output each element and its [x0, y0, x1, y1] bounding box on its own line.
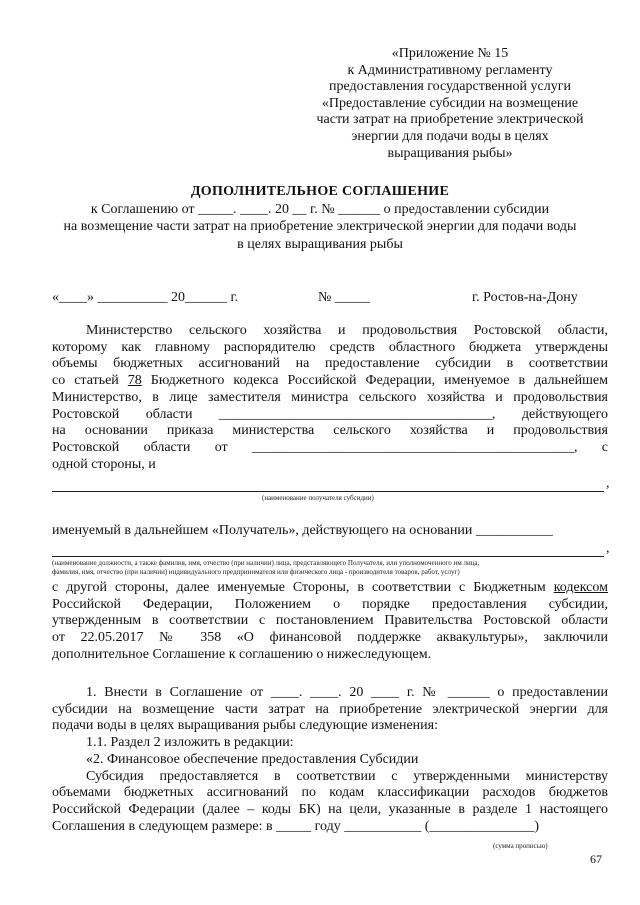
recipient-clause: именуемый в дальнейшем «Получатель», действующего на основании ___________ — [52, 523, 553, 538]
appendix-header — [300, 46, 600, 162]
budget-code-article-link[interactable]: 78 — [127, 373, 142, 389]
title-heading: ДОПОЛНИТЕЛЬНОЕ СОГЛАШЕНИЕ — [190, 184, 450, 199]
sum-words-note: (сумма прописью) — [493, 842, 548, 850]
text-line: Российской Федерации (далее – коды БК) на цели, указанные в разделе 1 настоящего — [52, 801, 608, 817]
agreement-date: «____» __________ 20______ г. — [52, 290, 239, 305]
text-line: одной стороны, и — [52, 456, 156, 472]
appendix-line: «Приложение № 15 — [391, 46, 509, 61]
text-line: Ростовской области _______________________________________, действующего — [52, 406, 608, 422]
text-line: объемами бюджетных ассигнований по кодам классификации расходов бюджетов — [52, 785, 608, 801]
text-line: подачи воды в целях выращивания рыбы следующие изменения: — [52, 718, 438, 734]
text-fragment: с другой стороны, далее именуемые Стороны, в соответствии с Бюджетным — [52, 580, 554, 595]
appendix-line: энергии для подачи воды в целях — [351, 128, 549, 144]
agreement-city: г. Ростов-на-Дону — [472, 290, 578, 305]
title-line: к Соглашению от _____. ____. 20 __ г. № ______ о предоставлении субсидии — [90, 201, 550, 217]
text-line: Министерство, в лице заместителя министра сельского хозяйства и продовольствия — [52, 389, 608, 405]
representative-note-line: фамилия, имя, отчество (при наличии) индивидуального предпринимателя или физического лица - производителя товаров, работ, услуг) — [52, 568, 460, 576]
page-number: 67 — [590, 852, 602, 866]
representative-blank — [52, 556, 604, 557]
text-line — [52, 580, 608, 597]
comma: , — [606, 476, 610, 491]
text-line: Российской Федерации, Положением о порядке предоставления субсидии, — [52, 596, 608, 612]
text-line: «2. Финансовое обеспечение предоставления Субсидии — [86, 751, 419, 767]
appendix-line: предоставления государственной услуги — [329, 79, 571, 95]
text-line: Субсидия предоставляется в соответствии с утвержденными министерству — [86, 768, 608, 784]
appendix-line: части затрат на приобретение электрической — [316, 112, 584, 128]
text-line: Соглашения в следующем размере: в _____ году ___________ (_______________) — [52, 818, 540, 834]
agreement-number: № _____ — [318, 290, 370, 305]
text-line: утвержденным в соответствии с постановлением Правительства Ростовской области — [52, 613, 608, 629]
text-fragment: Бюджетного кодекса Российской Федерации, именуемое в дальнейшем — [141, 373, 608, 389]
preamble-paragraph — [52, 323, 608, 473]
appendix-line: выращивания рыбы» — [387, 145, 513, 161]
appendix-line: к Административному регламенту — [347, 62, 553, 78]
text-fragment: со статьей — [52, 373, 128, 389]
parties-paragraph — [52, 580, 608, 664]
representative-note-line: (наименование должности, а также фамилия, имя, отчество (при наличии) лица, представляющего Получателя, или уполномоченного им лица, — [52, 559, 480, 567]
text-line: Ростовской области от ______________________________________________, с — [52, 439, 608, 455]
text-line: субсидии на возмещение части затрат на приобретение электрической энергии для — [52, 701, 608, 717]
recipient-name-blank — [52, 491, 604, 492]
comma: , — [606, 541, 610, 556]
budget-code-link[interactable]: кодексом — [553, 580, 608, 595]
appendix-line: «Предоставление субсидии на возмещение — [321, 95, 579, 111]
text-line: 1. Внести в Соглашение от ____. ____. 20 ____ г. № ______ о предоставлении — [86, 685, 608, 700]
clause-1 — [52, 685, 608, 835]
recipient-name-note: (наименование получателя субсидии) — [262, 494, 374, 502]
title-line: в целях выращивания рыбы — [237, 236, 403, 252]
text-line: которому как главному распорядителю средств областного бюджета утверждены — [52, 339, 608, 355]
document-title — [40, 183, 600, 253]
title-line: на возмещение части затрат на приобретение электрической энергии для подачи воды — [63, 219, 577, 234]
text-line: объемы бюджетных ассигнований на предоставление субсидии в соответствии — [52, 356, 608, 372]
text-line: дополнительное Соглашение к соглашению о нижеследующем. — [52, 646, 432, 662]
text-line — [52, 373, 608, 390]
text-line: 1.1. Раздел 2 изложить в редакции: — [86, 735, 294, 751]
text-line: Министерство сельского хозяйства и продовольствия Ростовской области, — [86, 323, 608, 338]
text-line: от 22.05.2017 № 358 «О финансовой поддержке аквакультуры», заключили — [52, 630, 608, 646]
text-line: на основании приказа министерства сельского хозяйства и продовольствия — [52, 423, 608, 439]
